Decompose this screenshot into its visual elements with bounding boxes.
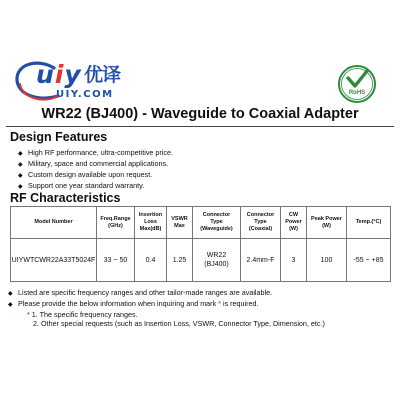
diamond-bullet-icon: ◆ xyxy=(18,162,23,168)
note-item: ◆ Please provide the below information when inquiring and mark * is required. xyxy=(8,299,259,308)
header-cw-power: CW Power (W) xyxy=(281,207,307,239)
cell-model-number: UIYWTCWR22A33T5024F xyxy=(11,239,97,282)
note-item: ◆ Listed are specific frequency ranges and other tailor-made ranges are available. xyxy=(8,288,273,297)
note-sub-item: * 1. The specific frequency ranges. xyxy=(27,310,138,319)
header-peak-power: Peak Power (W) xyxy=(307,207,347,239)
header-vswr: VSWR Max xyxy=(167,207,193,239)
diamond-bullet-icon: ◆ xyxy=(8,291,13,297)
header-model-number: Model Number xyxy=(11,207,97,239)
cell-peak-power: 100 xyxy=(307,239,347,282)
list-item: ◆ High RF performance, ultra-competitive price. xyxy=(18,148,173,157)
list-item: ◆ Support one year standard warranty. xyxy=(18,181,145,190)
cell-temperature: -55 ~ +85 xyxy=(347,239,391,282)
list-item: ◆ Custom design available upon request. xyxy=(18,170,153,179)
company-logo xyxy=(14,58,126,106)
design-features-list xyxy=(18,148,173,192)
list-item: ◆ Military, space and commercial applications. xyxy=(18,159,169,168)
cell-freq-range: 33 ~ 50 xyxy=(97,239,135,282)
header-freq-range: Freq.Range (GHz) xyxy=(97,207,135,239)
diamond-bullet-icon: ◆ xyxy=(18,184,23,190)
title-divider xyxy=(6,126,394,127)
check-mark-icon xyxy=(337,64,377,104)
diamond-bullet-icon: ◆ xyxy=(18,173,23,179)
cell-insertion-loss: 0.4 xyxy=(135,239,167,282)
page-title: WR22 (BJ400) - Waveguide to Coaxial Adapter xyxy=(41,106,359,122)
header-connector-waveguide: Connector Type (Waveguide) xyxy=(193,207,241,239)
notes-list xyxy=(8,288,325,328)
required-star: * xyxy=(218,299,221,308)
logo-domain: UIY.COM xyxy=(56,89,114,100)
logo-chinese-name: 优译 xyxy=(84,64,121,86)
diamond-bullet-icon: ◆ xyxy=(18,151,23,157)
cell-connector-coaxial: 2.4mm-F xyxy=(241,239,281,282)
cell-vswr: 1.25 xyxy=(167,239,193,282)
note-sub-item: 2. Other special requests (such as Insertion Loss, VSWR, Connector Type, Dimension, etc.) xyxy=(33,319,325,328)
diamond-bullet-icon: ◆ xyxy=(8,302,13,308)
design-features-heading: Design Features xyxy=(10,130,108,144)
table-row xyxy=(11,239,391,282)
cell-connector-waveguide: WR22 (BJ400) xyxy=(193,239,241,282)
header-temperature: Temp.(°C) xyxy=(347,207,391,239)
cell-cw-power: 3 xyxy=(281,239,307,282)
logo-wordmark: uiy xyxy=(36,60,82,89)
header-connector-coaxial: Connector Type (Coaxial) xyxy=(241,207,281,239)
required-star: * xyxy=(27,310,30,319)
table-header-row xyxy=(11,207,391,239)
rohs-label: RoHS xyxy=(348,90,366,96)
rohs-badge xyxy=(337,64,377,104)
header-insertion-loss: Insertion Loss Max(dB) xyxy=(135,207,167,239)
rf-spec-table xyxy=(10,206,391,282)
rf-characteristics-heading: RF Characteristics xyxy=(10,191,121,205)
